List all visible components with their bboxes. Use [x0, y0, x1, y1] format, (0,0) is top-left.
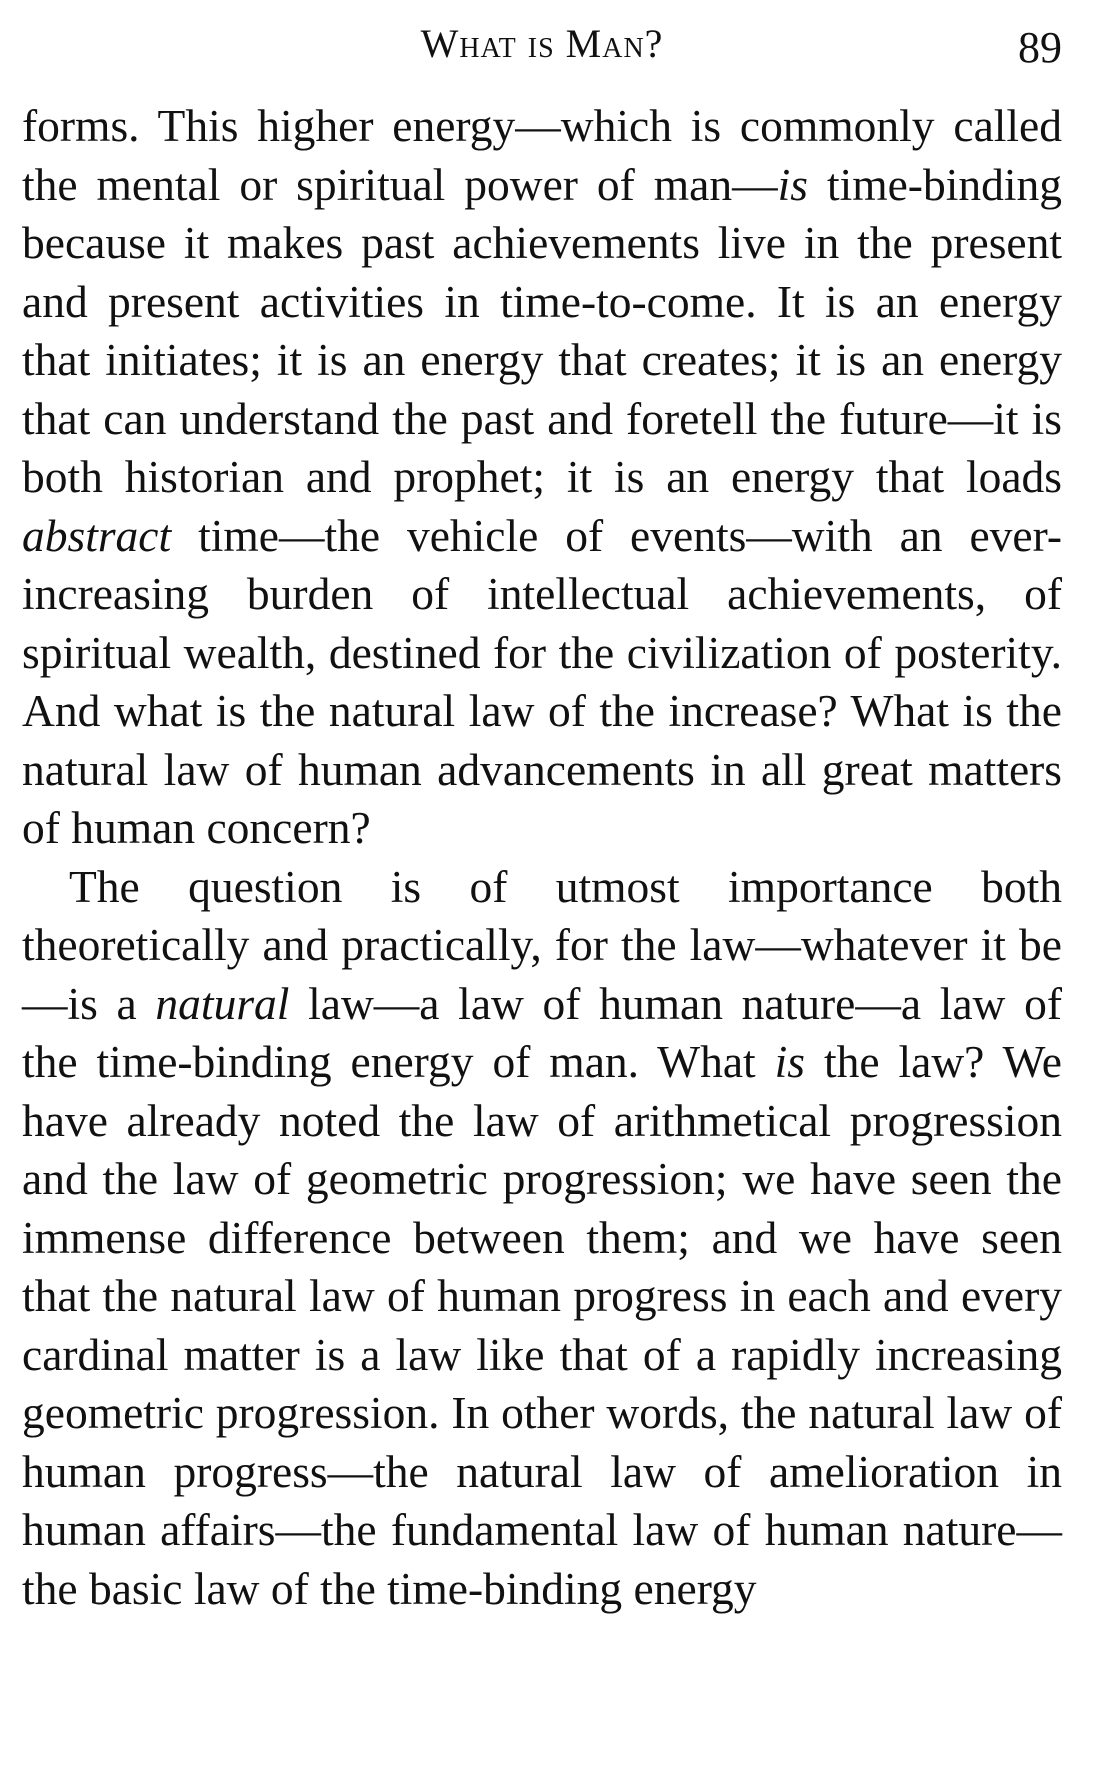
page-number: 89	[1018, 23, 1062, 72]
running-title: What is Man?	[420, 21, 664, 66]
text-segment: The question is of utmost importance both theoretically and practically, for the law—whatever it be—is a	[22, 860, 1062, 1029]
text-segment: law—a law of human nature—a law of the time-binding energy of man. What	[22, 977, 1062, 1087]
body-text	[22, 97, 1062, 1618]
paragraph-1	[22, 97, 1062, 858]
italic-segment: natural	[155, 977, 290, 1029]
running-head	[22, 10, 1062, 80]
text-segment: time-binding because it makes past achievements live in the present and present activities in time-to-come. It is an energy that initiates; it is an energy that creates; it is an energy that can understand the past and foretell the future—it is both historian and prophet; it is an energy that loads	[22, 158, 1062, 502]
italic-segment: is	[777, 158, 808, 210]
italic-segment: abstract	[22, 509, 172, 561]
text-segment: the law? We have already noted the law of arithmetical progression and the law of geometric progression; we have seen the immense difference between them; and we have seen that the natural law of human progress in each and every cardinal matter is a law like that of a rapidly increasing geometric progression. In other words, the natural law of human progress—the natural law of amelioration in human affairs—the fundamental law of human nature—the basic law of the time-binding energy	[22, 1036, 1063, 1614]
italic-segment: is	[774, 1036, 805, 1087]
text-segment: time—the vehicle of events—with an ever-increasing burden of intellectual achievements, of spiritual wealth, destined for the civilization of posterity. And what is the natural law of the increase? What is the natural law of human advancements in all great matters of human concern?	[22, 509, 1062, 853]
text-segment: forms. This higher energy—which is commonly called the mental or spiritual power of man—	[22, 100, 1062, 210]
paragraph-2	[22, 858, 1062, 1619]
